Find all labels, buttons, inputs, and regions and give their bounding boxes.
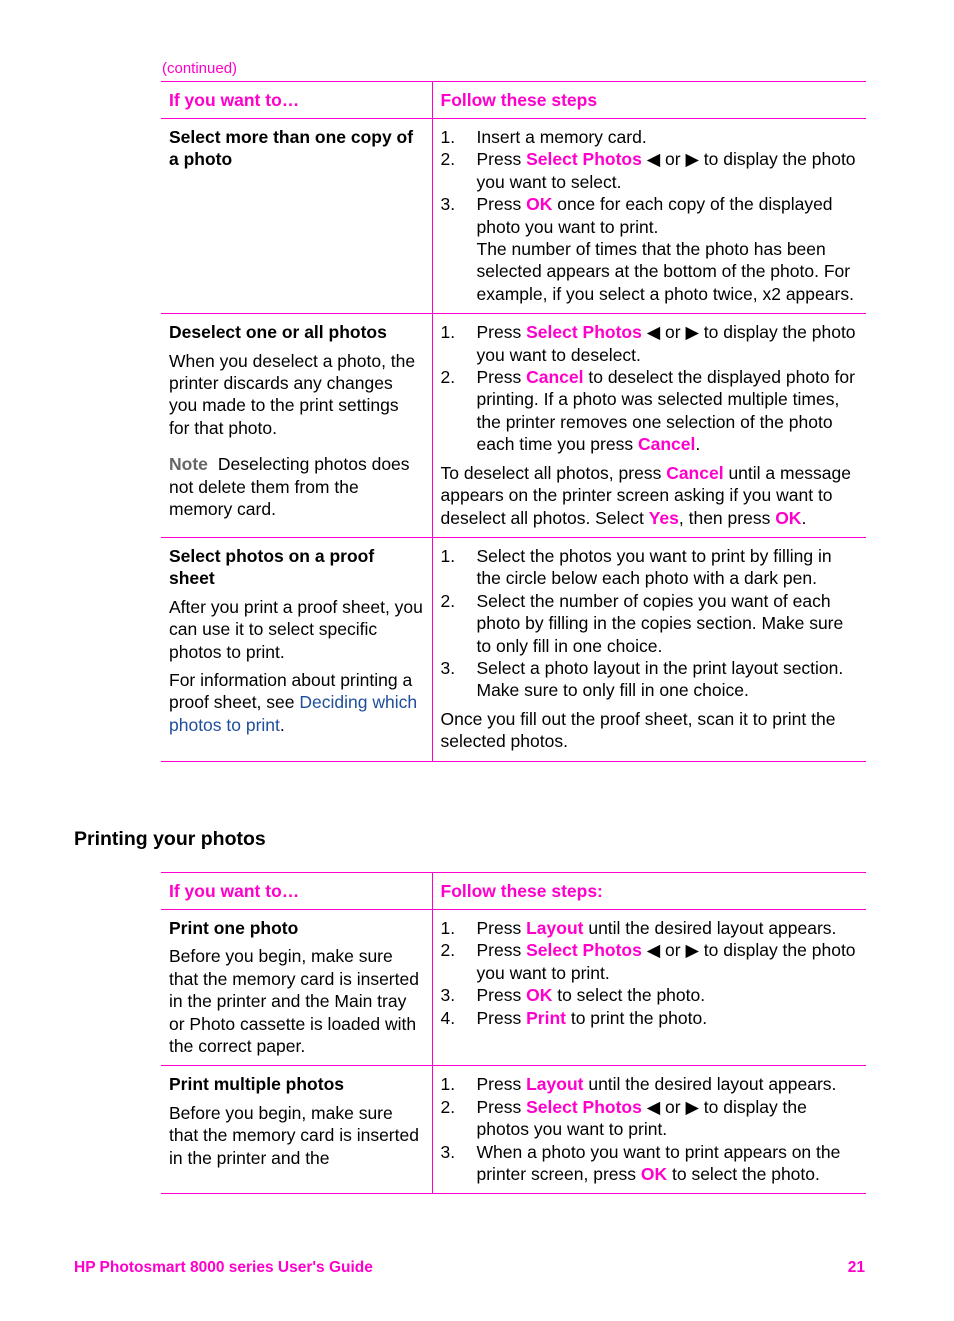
table-row bbox=[161, 1066, 866, 1194]
column-header-want: If you want to… bbox=[161, 873, 432, 910]
table-row bbox=[161, 314, 866, 538]
step-item: 3. Press OK once for each copy of the displayed photo you want to print. The number of times that the photo has been selected appears at the bottom of the photo. For example, if you select a photo twice, x2 appears. bbox=[441, 193, 859, 305]
step-list bbox=[441, 917, 859, 1029]
note-label: Note bbox=[169, 454, 208, 475]
note-text: Deselecting photos does not delete them from the memory card. bbox=[169, 454, 410, 520]
section-heading: Printing your photos bbox=[74, 828, 266, 850]
page-number: 21 bbox=[847, 1259, 865, 1276]
note bbox=[169, 453, 424, 520]
button-ref-cancel: Cancel bbox=[666, 462, 724, 483]
column-header-want: If you want to… bbox=[161, 82, 432, 119]
row-title: Print one photo bbox=[169, 918, 299, 938]
step-item: 1. Insert a memory card. bbox=[440, 127, 647, 147]
step-item: 1. Press Layout until the desired layout appears. bbox=[440, 918, 837, 938]
button-ref-select-photos: Select Photos bbox=[526, 1096, 642, 1117]
step-followup: Once you fill out the proof sheet, scan it to print the selected photos. bbox=[440, 708, 836, 752]
button-ref-select-photos: Select Photos bbox=[526, 940, 642, 961]
step-item: 4. Press Print to print the photo. bbox=[440, 1007, 708, 1028]
step-item: 1. Press Select Photos ◀ or ▶ to display the photo you want to deselect. bbox=[440, 322, 856, 365]
step-followup: To deselect all photos, press Cancel until a message appears on the printer screen asking if you want to deselect all photos. Select Yes, then press OK. bbox=[440, 462, 852, 528]
row-title: Deselect one or all photos bbox=[169, 322, 387, 343]
step-item: 3. When a photo you want to print appears on the printer screen, press OK to select the photo. bbox=[440, 1141, 841, 1185]
continued-label: (continued) bbox=[162, 60, 238, 77]
button-ref-ok: OK bbox=[526, 194, 553, 215]
row-description: Before you begin, make sure that the memory card is inserted in the printer and the bbox=[169, 1102, 419, 1168]
row-description: Before you begin, make sure that the memory card is inserted in the printer and the Main tray or Photo cassette is loaded with the correct paper. bbox=[169, 946, 419, 1057]
row-title: Print multiple photos bbox=[169, 1074, 344, 1095]
step-item: 3. Press OK to select the photo. bbox=[440, 985, 706, 1006]
column-header-steps: Follow these steps: bbox=[432, 873, 866, 910]
button-ref-ok: OK bbox=[526, 985, 553, 1006]
button-ref-layout: Layout bbox=[526, 1074, 584, 1095]
table-row bbox=[161, 537, 866, 761]
button-ref-ok: OK bbox=[775, 507, 802, 528]
button-ref-yes: Yes bbox=[648, 507, 679, 528]
row-title: Select photos on a proof sheet bbox=[169, 545, 375, 589]
table-header-row bbox=[161, 873, 866, 910]
step-item: 2. Select the number of copies you want of each photo by filling in the copies section. Make sure to only fill in one choice. bbox=[440, 590, 844, 656]
button-ref-cancel: Cancel bbox=[526, 367, 584, 388]
step-item: 2. Press Cancel to deselect the displayed photo for printing. If a photo was selected multiple times, the printer removes one selection of the photo each time you press Cancel. bbox=[440, 367, 855, 455]
step-detail: The number of times that the photo has been selected appears at the bottom of the photo. For example, if you select a photo twice, x2 appears. bbox=[476, 239, 854, 304]
link-deciding-which-photos[interactable]: Deciding which photos to print bbox=[169, 692, 418, 735]
table-row bbox=[161, 119, 866, 314]
step-list bbox=[441, 126, 859, 305]
button-ref-select-photos: Select Photos bbox=[526, 322, 642, 343]
button-ref-ok: OK bbox=[640, 1164, 668, 1185]
button-ref-layout: Layout bbox=[526, 918, 584, 938]
button-ref-select-photos: Select Photos bbox=[526, 149, 642, 170]
step-list bbox=[441, 1073, 859, 1185]
row-description: After you print a proof sheet, you can use it to select specific photos to print. bbox=[169, 596, 423, 662]
table-header-row bbox=[161, 82, 866, 119]
row-description-link: For information about printing a proof sheet, see Deciding which photos to print. bbox=[169, 669, 418, 735]
step-item: 2. Press Select Photos ◀ or ▶ to display the photos you want to print. bbox=[440, 1096, 807, 1140]
column-header-steps: Follow these steps bbox=[432, 82, 866, 119]
step-item: 2. Press Select Photos ◀ or ▶ to display the photo you want to print. bbox=[440, 940, 856, 983]
table-row bbox=[161, 910, 866, 1066]
step-list bbox=[441, 321, 859, 455]
steps-table-print bbox=[161, 872, 866, 1194]
steps-table-select bbox=[161, 81, 866, 762]
step-item: 1. Select the photos you want to print by filling in the circle below each photo with a dark pen. bbox=[440, 545, 832, 589]
step-item: 2. Press Select Photos ◀ or ▶ to display the photo you want to select. bbox=[440, 149, 856, 192]
button-ref-print: Print bbox=[526, 1007, 566, 1028]
button-ref-cancel: Cancel bbox=[637, 434, 696, 455]
step-item: 3. Select a photo layout in the print layout section. Make sure to only fill in one choice. bbox=[440, 657, 844, 701]
row-description: When you deselect a photo, the printer discards any changes you made to the print settings for that photo. bbox=[169, 350, 416, 438]
footer-guide-title: HP Photosmart 8000 series User's Guide bbox=[74, 1259, 373, 1276]
row-title: Select more than one copy of a photo bbox=[169, 127, 414, 170]
step-item: 1. Press Layout until the desired layout appears. bbox=[440, 1074, 837, 1095]
step-list bbox=[441, 545, 859, 702]
